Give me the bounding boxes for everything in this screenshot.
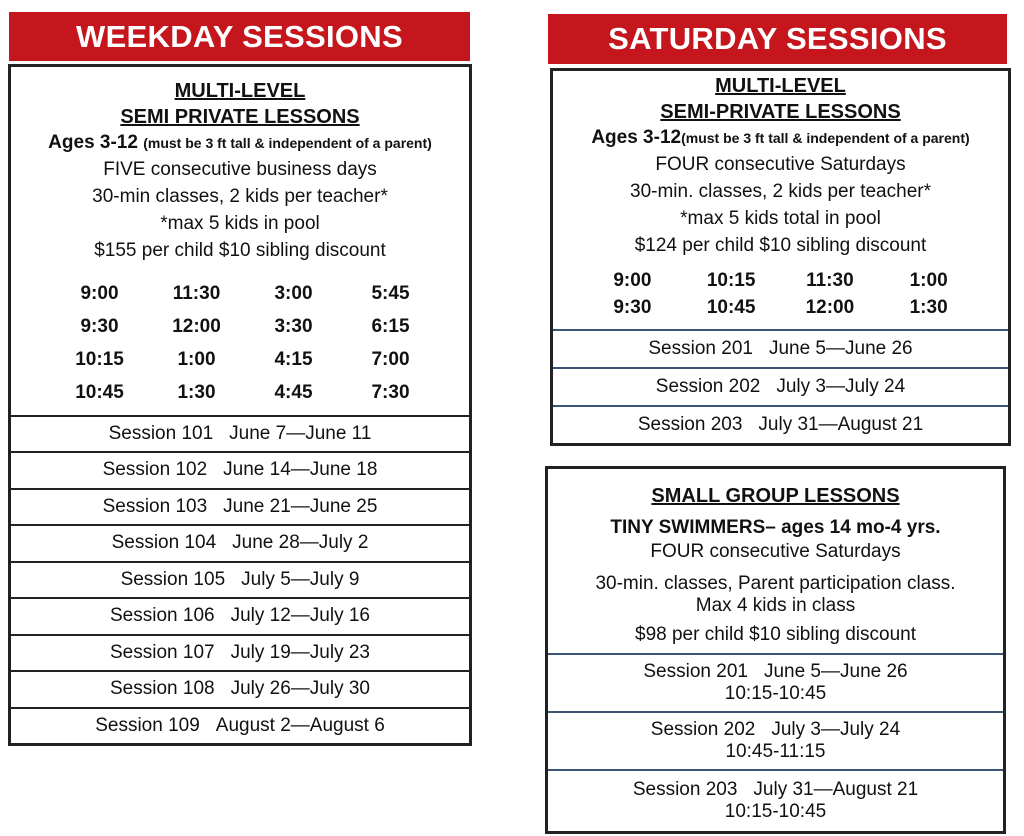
weekday-sessions-banner: WEEKDAY SESSIONS <box>9 12 470 61</box>
session-time: 10:15-10:45 <box>724 683 827 704</box>
small-group-lessons-panel <box>545 466 1006 834</box>
time-slot: 11:30 <box>172 283 221 304</box>
time-slot: 10:15 <box>706 270 756 291</box>
saturday-sessions-banner: SATURDAY SESSIONS <box>548 14 1007 64</box>
weekday-title-line1: MULTI-LEVEL <box>174 80 306 102</box>
saturday-title-line1: MULTI-LEVEL <box>715 75 846 97</box>
time-slot: 1:30 <box>177 382 216 403</box>
time-slot: 9:00 <box>613 270 652 291</box>
time-slot: 12:00 <box>805 297 855 318</box>
time-slot: 4:15 <box>274 349 313 370</box>
session-row: Session 104 June 28—July 2 <box>11 524 469 561</box>
session-row: Session 203 July 31—August 21 <box>553 405 1008 443</box>
time-slot: 3:30 <box>274 316 313 337</box>
session-row: Session 105 July 5—July 9 <box>11 561 469 598</box>
session-row: Session 203 July 31—August 21 10:15-10:45 <box>548 769 1003 831</box>
saturday-title-line2: SEMI-PRIVATE LESSONS <box>660 101 901 123</box>
saturday-detail: FOUR consecutive Saturdays <box>655 154 906 175</box>
small-group-class-line2: Max 4 kids in class <box>695 595 856 616</box>
saturday-detail: *max 5 kids total in pool <box>680 208 881 229</box>
small-group-title: SMALL GROUP LESSONS <box>651 485 900 507</box>
session-row: Session 108 July 26—July 30 <box>11 670 469 707</box>
session-row: Session 103 June 21—June 25 <box>11 488 469 525</box>
saturday-time-grid <box>553 259 1008 320</box>
saturday-lessons-panel <box>550 68 1011 446</box>
time-slot: 7:30 <box>371 382 410 403</box>
session-row: Session 106 July 12—July 16 <box>11 597 469 634</box>
session-row: Session 107 July 19—July 23 <box>11 634 469 671</box>
session-row: Session 202 July 3—July 24 <box>553 367 1008 405</box>
session-row: Session 202 July 3—July 24 10:45-11:15 <box>548 711 1003 769</box>
time-slot: 4:45 <box>274 382 313 403</box>
saturday-detail: $124 per child $10 sibling discount <box>634 235 927 256</box>
session-row: Session 109 August 2—August 6 <box>11 707 469 744</box>
time-slot: 6:15 <box>371 316 410 337</box>
saturday-ages-main: Ages 3-12 <box>591 127 682 148</box>
session-time: 10:15-10:45 <box>724 801 827 822</box>
session-time: 10:45-11:15 <box>725 741 826 762</box>
weekday-detail: FIVE consecutive business days <box>103 159 377 180</box>
time-slot: 10:45 <box>75 382 124 403</box>
time-slot: 10:45 <box>706 297 756 318</box>
weekday-detail: $155 per child $10 sibling discount <box>94 240 386 261</box>
time-slot: 3:00 <box>274 283 313 304</box>
weekday-lessons-panel <box>8 64 472 746</box>
time-slot: 11:30 <box>806 270 854 291</box>
weekday-title-line2: SEMI PRIVATE LESSONS <box>120 106 360 128</box>
session-row: Session 101 June 7—June 11 <box>11 415 469 452</box>
session-row: Session 201 June 5—June 26 <box>553 329 1008 367</box>
weekday-ages-note: (must be 3 ft tall & independent of a parent) <box>143 135 432 151</box>
time-slot: 1:00 <box>909 270 948 291</box>
small-group-class-line1: 30-min. classes, Parent participation class. <box>595 573 956 594</box>
weekday-ages <box>11 130 469 156</box>
time-slot: 1:00 <box>177 349 216 370</box>
time-slot: 12:00 <box>172 316 221 337</box>
session-row: Session 102 June 14—June 18 <box>11 451 469 488</box>
time-slot: 1:30 <box>909 297 948 318</box>
time-slot: 5:45 <box>371 283 410 304</box>
weekday-time-grid <box>11 264 469 405</box>
weekday-detail: 30-min classes, 2 kids per teacher* <box>92 186 388 207</box>
weekday-detail: *max 5 kids in pool <box>160 213 320 234</box>
time-slot: 9:00 <box>80 283 119 304</box>
small-group-schedule: FOUR consecutive Saturdays <box>650 541 901 562</box>
saturday-ages <box>553 125 1008 151</box>
weekday-ages-main: Ages 3-12 <box>48 132 138 153</box>
saturday-ages-note: (must be 3 ft tall & independent of a parent) <box>681 130 970 146</box>
time-slot: 10:15 <box>75 349 124 370</box>
time-slot: 9:30 <box>613 297 652 318</box>
session-row: Session 201 June 5—June 26 10:15-10:45 <box>548 653 1003 711</box>
small-group-subtitle: TINY SWIMMERS– ages 14 mo-4 yrs. <box>610 517 941 538</box>
saturday-detail: 30-min. classes, 2 kids per teacher* <box>630 181 931 202</box>
time-slot: 7:00 <box>371 349 410 370</box>
time-slot: 9:30 <box>80 316 119 337</box>
small-group-price: $98 per child $10 sibling discount <box>635 624 916 645</box>
